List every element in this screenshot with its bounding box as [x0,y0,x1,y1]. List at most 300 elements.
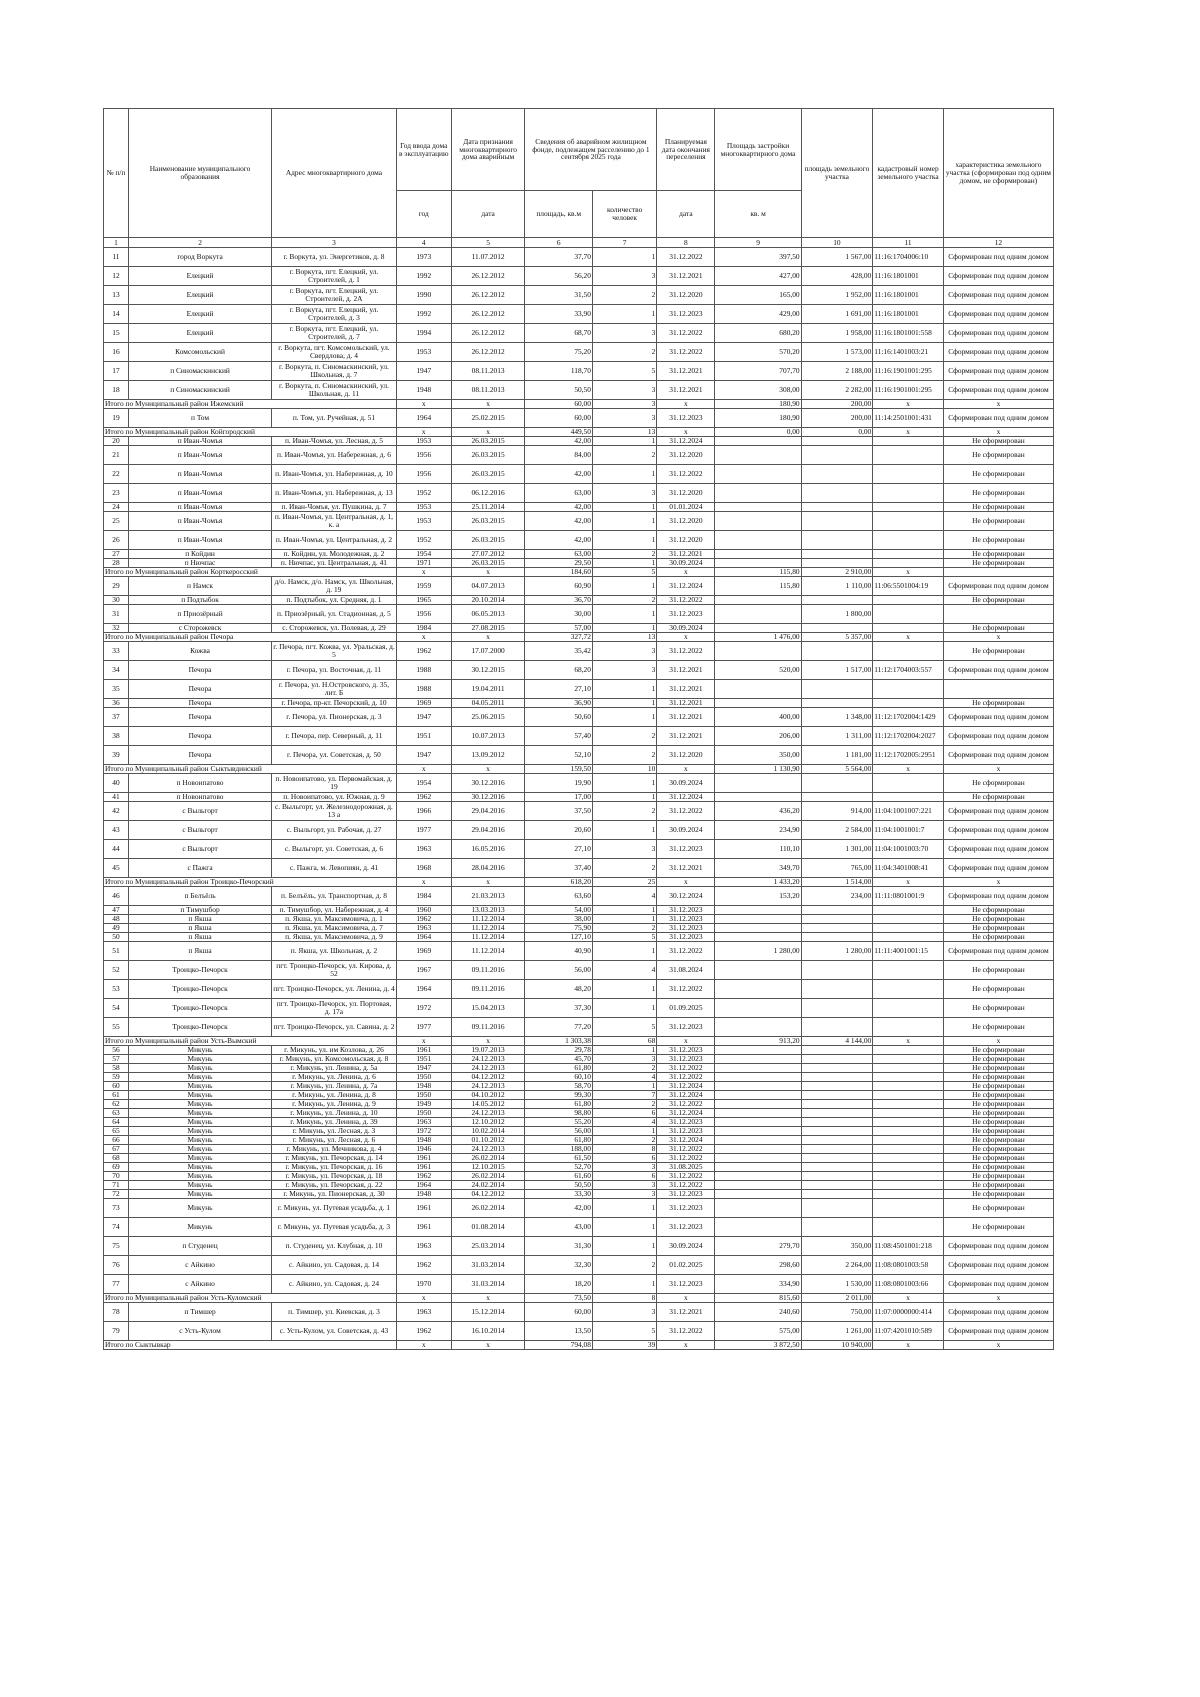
cell-municipality: с Айкино [128,1275,271,1294]
cell-land-characteristic: Не сформирован [943,1091,1053,1100]
cell-recognition-date: 11.12.2014 [451,942,525,961]
cell-address: г. Микунь, ул. Ленина, д. 5а [272,1064,397,1073]
cell-row-number: 70 [104,1172,129,1181]
cell-cadastral-number [873,512,944,531]
cell-people-count: 5 [592,362,656,381]
cell-end-date: 31.12.2020 [657,531,715,550]
cell-area: 42,00 [525,465,592,484]
cell-end-date: х [657,400,715,409]
table-row [104,1218,1054,1237]
cell-land-area: 0,00 [801,428,873,437]
subtotal-label: Итого по Сыктывкар [104,1341,397,1350]
cell-area: 19,90 [525,774,592,793]
cell-year: 1949 [396,1100,451,1109]
cell-people-count: 4 [592,887,656,906]
cell-row-number: 27 [104,550,129,559]
cell-end-date: 31.12.2023 [657,840,715,859]
cell-recognition-date: 24.12.2013 [451,1082,525,1091]
cell-year: 1956 [396,605,451,624]
cell-people-count: 1 [592,248,656,267]
cell-people-count: 2 [592,924,656,933]
cell-land-area: 4 144,00 [801,1037,873,1046]
cell-year: 1953 [396,512,451,531]
cell-area: 58,70 [525,1082,592,1091]
cell-end-date: 31.12.2023 [657,1199,715,1218]
cell-end-date: 31.12.2023 [657,915,715,924]
cell-year: х [396,633,451,642]
cell-cadastral-number: 11:16:1704006:10 [873,248,944,267]
cell-recognition-date: 20.10.2014 [451,596,525,605]
table-row [104,1172,1054,1181]
cell-people-count: 3 [592,324,656,343]
cell-land-characteristic: Не сформирован [943,906,1053,915]
cell-address: г. Микунь, ул. им Козлова, д. 26 [272,1046,397,1055]
cell-end-date: 31.12.2022 [657,1322,715,1341]
cell-municipality: Троицко-Печорск [128,980,271,999]
cell-area: 55,20 [525,1118,592,1127]
cell-address: г. Печора, пер. Северный, д. 11 [272,727,397,746]
cell-area: 27,10 [525,840,592,859]
cell-land-area: 1 530,00 [801,1275,873,1294]
cell-recognition-date: 06.12.2016 [451,484,525,503]
cell-row-number: 45 [104,859,129,878]
cell-year: 1954 [396,774,451,793]
cell-year: 1964 [396,1181,451,1190]
cell-people-count: 1 [592,305,656,324]
cell-land-characteristic: Не сформирован [943,624,1053,633]
cell-area: 42,00 [525,512,592,531]
cell-year: 1965 [396,596,451,605]
cell-cadastral-number: 11:16:1801001 [873,305,944,324]
cell-recognition-date: 25.11.2014 [451,503,525,512]
cell-year: х [396,400,451,409]
cell-cadastral-number [873,793,944,802]
cell-end-date: х [657,428,715,437]
cell-people-count: 1 [592,437,656,446]
cell-people-count: 1 [592,577,656,596]
cell-area: 50,60 [525,708,592,727]
cell-cadastral-number [873,1218,944,1237]
table-row [104,1322,1054,1341]
cell-land-characteristic: Сформирован под одним домом [943,746,1053,765]
cell-row-number: 63 [104,1109,129,1118]
cell-land-area [801,774,873,793]
cell-municipality: Комсомольский [128,343,271,362]
table-row [104,1136,1054,1145]
cell-address: г. Микунь, ул. Мечникова, д. 4 [272,1145,397,1154]
cell-recognition-date: 26.03.2015 [451,559,525,568]
cell-land-area: 1 691,00 [801,305,873,324]
cell-land-area: 1 958,00 [801,324,873,343]
cell-municipality: Микунь [128,1218,271,1237]
table-row [104,1064,1054,1073]
cell-cadastral-number [873,1073,944,1082]
cell-land-characteristic [943,680,1053,699]
cell-row-number: 24 [104,503,129,512]
table-row [104,915,1054,924]
cell-building-area [715,1082,801,1091]
cell-land-characteristic: х [943,633,1053,642]
cell-address: г. Печора, ул. Восточная, д. 11 [272,661,397,680]
cell-area: 68,70 [525,324,592,343]
cell-cadastral-number [873,1055,944,1064]
cell-year: 1967 [396,961,451,980]
cell-land-characteristic: Не сформирован [943,446,1053,465]
cell-address: пгт. Троицко-Печорск, ул. Ленина, д. 4 [272,980,397,999]
cell-building-area: 1 130,90 [715,765,801,774]
cell-land-area: 1 181,00 [801,746,873,765]
subheader-date: дата [451,191,525,238]
cell-row-number: 75 [104,1237,129,1256]
cell-cadastral-number [873,1199,944,1218]
cell-recognition-date: 31.03.2014 [451,1275,525,1294]
table-row [104,1163,1054,1172]
cell-land-area: 2 188,00 [801,362,873,381]
cell-building-area: 153,20 [715,887,801,906]
cell-area: 56,00 [525,961,592,980]
cell-land-area [801,699,873,708]
cell-land-characteristic: Не сформирован [943,1190,1053,1199]
cell-people-count: 2 [592,1256,656,1275]
cell-building-area [715,1091,801,1100]
column-number: 3 [272,238,397,248]
cell-year: 1947 [396,708,451,727]
cell-land-area [801,465,873,484]
cell-land-area: 2 011,00 [801,1294,873,1303]
cell-end-date: 31.12.2023 [657,409,715,428]
cell-end-date: 31.12.2024 [657,793,715,802]
cell-land-area [801,980,873,999]
subtotal-label: Итого по Муниципальный район Усть-Вымский [104,1037,397,1046]
table-row [104,924,1054,933]
cell-year: 1960 [396,906,451,915]
cell-row-number: 33 [104,642,129,661]
cell-building-area: 240,60 [715,1303,801,1322]
cell-municipality: город Воркута [128,248,271,267]
cell-address: с. Выльгорт, ул. Рабочая, д. 27 [272,821,397,840]
cell-people-count: 1 [592,942,656,961]
cell-municipality: Елецкий [128,305,271,324]
cell-end-date: 31.12.2023 [657,906,715,915]
cell-year: 1970 [396,1275,451,1294]
cell-land-characteristic: Не сформирован [943,512,1053,531]
cell-year: 1992 [396,267,451,286]
header-municipality: Наименование муниципального образования [128,109,271,238]
cell-cadastral-number [873,465,944,484]
cell-year: 1948 [396,1082,451,1091]
cell-municipality: Елецкий [128,286,271,305]
subheader-end-date: дата [657,191,715,238]
cell-people-count: 1 [592,1218,656,1237]
cell-building-area: 180,90 [715,409,801,428]
cell-row-number: 35 [104,680,129,699]
cell-year: 1968 [396,859,451,878]
cell-recognition-date: 26.03.2015 [451,446,525,465]
cell-municipality: с Выльгорт [128,821,271,840]
cell-building-area: 180,90 [715,400,801,409]
cell-cadastral-number [873,624,944,633]
cell-end-date: 31.12.2023 [657,1275,715,1294]
cell-land-area [801,1091,873,1100]
cell-end-date: 31.12.2022 [657,248,715,267]
cell-land-characteristic: Не сформирован [943,503,1053,512]
table-row [104,531,1054,550]
cell-municipality: п Тимушбор [128,906,271,915]
cell-area: 1 303,38 [525,1037,592,1046]
cell-municipality: Микунь [128,1073,271,1082]
cell-area: 20,60 [525,821,592,840]
cell-year: х [396,568,451,577]
cell-municipality: Троицко-Печорск [128,1018,271,1037]
cell-land-characteristic: Не сформирован [943,793,1053,802]
header-land-area: площадь земельного участка [801,109,873,238]
cell-cadastral-number [873,961,944,980]
cell-area: 56,20 [525,267,592,286]
cell-end-date: 31.12.2021 [657,362,715,381]
cell-land-area: 914,00 [801,802,873,821]
cell-municipality: п Иван-Чомъя [128,503,271,512]
cell-row-number: 60 [104,1082,129,1091]
cell-recognition-date: 25.06.2015 [451,708,525,727]
table-row [104,793,1054,802]
cell-land-characteristic: Не сформирован [943,1181,1053,1190]
cell-cadastral-number [873,1190,944,1199]
cell-land-characteristic: Не сформирован [943,1136,1053,1145]
table-row [104,1303,1054,1322]
cell-municipality: п Синомаскинский [128,362,271,381]
cell-address: г. Микунь, ул. Ленина, д. 39 [272,1118,397,1127]
cell-building-area [715,624,801,633]
cell-land-area [801,1136,873,1145]
table-row [104,1109,1054,1118]
cell-land-area [801,1064,873,1073]
cell-area: 52,10 [525,746,592,765]
cell-area: 61,50 [525,1154,592,1163]
table-row [104,605,1054,624]
cell-year: 1969 [396,699,451,708]
cell-area: 54,00 [525,906,592,915]
cell-land-area [801,1082,873,1091]
cell-year: 1954 [396,550,451,559]
subtotal-row [104,568,1054,577]
cell-land-characteristic: Не сформирован [943,1199,1053,1218]
column-number: 2 [128,238,271,248]
cell-land-characteristic: Сформирован под одним домом [943,286,1053,305]
cell-land-characteristic: Не сформирован [943,999,1053,1018]
cell-end-date: х [657,633,715,642]
cell-end-date: 30.12.2024 [657,887,715,906]
cell-land-characteristic: Не сформирован [943,465,1053,484]
cell-address: п. Якша, ул. Максимовича, д. 7 [272,924,397,933]
cell-building-area [715,1118,801,1127]
cell-land-area: 2 282,00 [801,381,873,400]
cell-area: 84,00 [525,446,592,465]
cell-land-characteristic: Сформирован под одним домом [943,708,1053,727]
cell-cadastral-number: 11:04:1001003:70 [873,840,944,859]
cell-year: 1961 [396,1046,451,1055]
cell-land-area [801,999,873,1018]
cell-row-number: 52 [104,961,129,980]
cell-end-date: 31.08.2025 [657,1163,715,1172]
cell-municipality: Микунь [128,1046,271,1055]
cell-land-characteristic: х [943,1341,1053,1350]
subtotal-label: Итого по Муниципальный район Сыктывдинский [104,765,397,774]
cell-land-area [801,1118,873,1127]
cell-recognition-date: х [451,1037,525,1046]
cell-cadastral-number: 11:08:4501001:218 [873,1237,944,1256]
cell-people-count: 39 [592,1341,656,1350]
cell-year: 1948 [396,1136,451,1145]
cell-land-characteristic: Сформирован под одним домом [943,362,1053,381]
cell-row-number: 22 [104,465,129,484]
cell-land-area [801,531,873,550]
table-row [104,708,1054,727]
cell-area: 61,80 [525,1064,592,1073]
cell-year: 1962 [396,915,451,924]
cell-municipality: п Иван-Чомъя [128,465,271,484]
cell-end-date: х [657,1294,715,1303]
cell-land-characteristic: Не сформирован [943,774,1053,793]
cell-end-date: 01.02.2025 [657,1256,715,1275]
cell-people-count: 3 [592,1181,656,1190]
cell-recognition-date: 28.04.2016 [451,859,525,878]
column-number: 4 [396,238,451,248]
cell-recognition-date: 11.12.2014 [451,915,525,924]
cell-address: п. Иван-Чомъя, ул. Набережная, д. 10 [272,465,397,484]
cell-area: 75,20 [525,343,592,362]
cell-end-date: х [657,568,715,577]
cell-cadastral-number [873,699,944,708]
cell-building-area [715,961,801,980]
cell-land-area [801,924,873,933]
table-row [104,746,1054,765]
cell-land-characteristic: Сформирован под одним домом [943,381,1053,400]
cell-area: 50,50 [525,381,592,400]
cell-cadastral-number: 11:04:1001007:221 [873,802,944,821]
cell-address: п. Белъёль, ул. Транспортная, д. 8 [272,887,397,906]
cell-municipality: п Намск [128,577,271,596]
cell-land-area: 750,00 [801,1303,873,1322]
cell-cadastral-number [873,1100,944,1109]
cell-people-count: 3 [592,1055,656,1064]
cell-municipality: Микунь [128,1109,271,1118]
cell-municipality: Елецкий [128,267,271,286]
cell-cadastral-number: 11:06:5501004:19 [873,577,944,596]
cell-area: 37,40 [525,859,592,878]
cell-municipality: Печора [128,746,271,765]
cell-address: г. Микунь, ул. Лесная, д. 6 [272,1136,397,1145]
cell-end-date: 31.12.2023 [657,1218,715,1237]
cell-area: 37,70 [525,248,592,267]
cell-row-number: 19 [104,409,129,428]
cell-recognition-date: 04.07.2013 [451,577,525,596]
cell-address: п. Иван-Чомъя, ул. Набережная, д. 6 [272,446,397,465]
cell-year: 1988 [396,680,451,699]
cell-municipality: п Нючпас [128,559,271,568]
cell-row-number: 72 [104,1190,129,1199]
cell-address: г. Воркута, п. Синомаскинский, ул. Школьная, д. 7 [272,362,397,381]
cell-land-characteristic: Не сформирован [943,699,1053,708]
cell-land-characteristic: Не сформирован [943,933,1053,942]
cell-recognition-date: 29.04.2016 [451,821,525,840]
cell-address: п. Студенец, ул. Клубная, д. 10 [272,1237,397,1256]
cell-row-number: 30 [104,596,129,605]
cell-land-characteristic: Не сформирован [943,1127,1053,1136]
cell-row-number: 53 [104,980,129,999]
cell-end-date: 31.12.2023 [657,305,715,324]
cell-recognition-date: х [451,1341,525,1350]
cell-end-date: 31.12.2020 [657,446,715,465]
cell-recognition-date: 26.03.2015 [451,465,525,484]
cell-cadastral-number: 11:16:1901001:295 [873,381,944,400]
cell-municipality: Микунь [128,1154,271,1163]
cell-people-count: 7 [592,1091,656,1100]
cell-people-count: 1 [592,906,656,915]
cell-land-characteristic: Сформирован под одним домом [943,409,1053,428]
cell-recognition-date: 04.12.2012 [451,1190,525,1199]
cell-address: г. Воркута, пгт. Елецкий, ул. Строителей, д. 2А [272,286,397,305]
cell-cadastral-number: 11:12:1702004:1429 [873,708,944,727]
cell-people-count: 5 [592,568,656,577]
cell-address: г. Микунь, ул. Печорская, д. 18 [272,1172,397,1181]
subtotal-row [104,1341,1054,1350]
cell-area: 37,30 [525,999,592,1018]
cell-year: 1951 [396,727,451,746]
cell-area: 36,70 [525,596,592,605]
cell-land-area [801,642,873,661]
cell-land-area: 1 110,00 [801,577,873,596]
cell-building-area: 429,00 [715,305,801,324]
cell-area: 42,00 [525,437,592,446]
cell-address: п. Подтыбок, ул. Средняя, д. 1 [272,596,397,605]
cell-people-count: 8 [592,1145,656,1154]
table-row [104,596,1054,605]
table-row [104,699,1054,708]
cell-building-area [715,774,801,793]
cell-people-count: 1 [592,708,656,727]
cell-recognition-date: 17.07.2000 [451,642,525,661]
cell-recognition-date: х [451,765,525,774]
subtotal-label: Итого по Муниципальный район Троицко-Печорский [104,878,397,887]
cell-address: г. Печора, пр-кт. Печорский, д. 10 [272,699,397,708]
table-row [104,409,1054,428]
cell-people-count: 1 [592,531,656,550]
cell-recognition-date: 24.12.2013 [451,1064,525,1073]
cell-people-count: 3 [592,400,656,409]
cell-land-area [801,1172,873,1181]
cell-building-area [715,680,801,699]
cell-cadastral-number [873,605,944,624]
cell-building-area: 279,70 [715,1237,801,1256]
cell-row-number: 12 [104,267,129,286]
cell-recognition-date: 31.03.2014 [451,1256,525,1275]
cell-year: х [396,1341,451,1350]
cell-row-number: 43 [104,821,129,840]
cell-row-number: 14 [104,305,129,324]
cell-building-area [715,1199,801,1218]
cell-building-area [715,915,801,924]
cell-recognition-date: 09.11.2016 [451,961,525,980]
table-row [104,906,1054,915]
cell-cadastral-number [873,503,944,512]
cell-end-date: 31.12.2020 [657,484,715,503]
cell-end-date: 31.12.2023 [657,1190,715,1199]
cell-year: 1964 [396,409,451,428]
cell-cadastral-number [873,1172,944,1181]
cell-end-date: х [657,765,715,774]
cell-land-characteristic: Сформирован под одним домом [943,942,1053,961]
cell-people-count: 1 [592,465,656,484]
